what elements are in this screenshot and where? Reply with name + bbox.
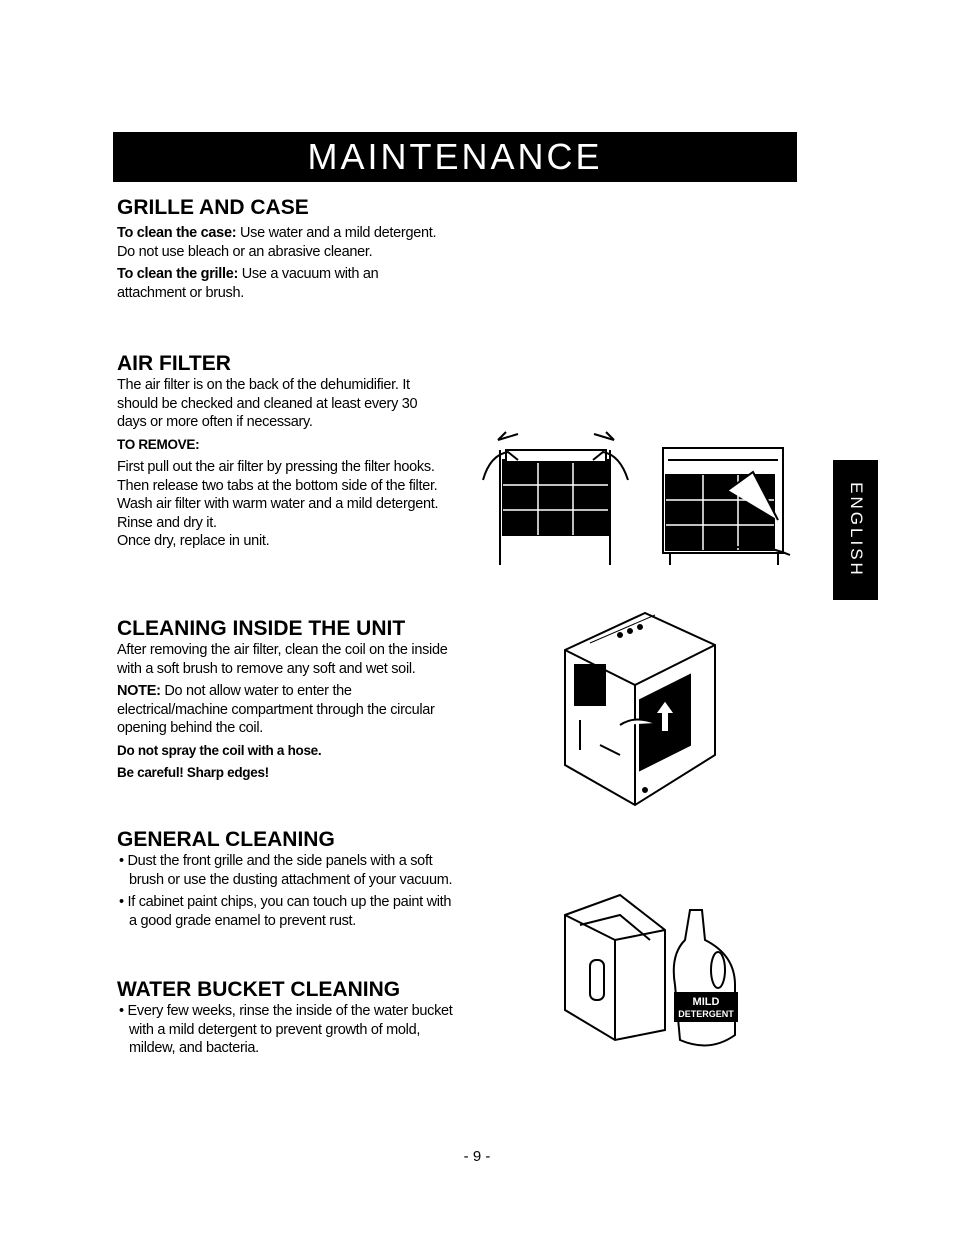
language-tab-label: ENGLISH xyxy=(846,482,866,578)
language-tab xyxy=(833,460,878,600)
inline-label: To clean the case: xyxy=(117,225,237,241)
warning-text: Do not spray the coil with a hose. xyxy=(117,742,322,758)
paragraph xyxy=(117,682,452,738)
list-item: • Every few weeks, rinse the inside of the water bucket with a mild detergent to prevent growth of mold, mildew, and bacteria. xyxy=(119,1003,453,1056)
page-number: - 9 - xyxy=(463,1148,491,1165)
section-heading: CLEANING INSIDE THE UNIT xyxy=(117,617,406,640)
section-heading: WATER BUCKET CLEANING xyxy=(117,978,401,1001)
coil-cleaning-illustration xyxy=(560,605,720,810)
list-item: • If cabinet paint chips, you can touch up the paint with a good grade enamel to prevent rust. xyxy=(119,894,452,929)
paragraph: The air filter is on the back of the dehumidifier. It should be checked and cleaned at least every 30 days or more often if necessary. xyxy=(117,377,418,430)
bottle-label-line1: MILD xyxy=(692,996,720,1008)
section-grille-and-case xyxy=(117,196,467,306)
inline-text: Do not allow water to enter the electrical/machine compartment through the circular opening behind the coil. xyxy=(117,683,435,736)
page-title: MAINTENANCE xyxy=(113,132,797,182)
section-cleaning-inside xyxy=(117,617,452,787)
inline-label: To clean the grille: xyxy=(117,266,239,282)
paragraph: After removing the air filter, clean the coil on the inside with a soft brush to remove any soft and wet soil. xyxy=(117,642,448,677)
paragraph: Once dry, replace in unit. xyxy=(117,533,270,549)
inline-text: Use a vacuum with an attachment or brush. xyxy=(117,266,379,301)
paragraph: Wash air filter with warm water and a mild detergent. Rinse and dry it. xyxy=(117,496,439,531)
paragraph: First pull out the air filter by pressing the filter hooks. Then release two tabs at the bottom side of the filter. xyxy=(117,459,438,494)
section-air-filter xyxy=(117,352,447,555)
inline-label: NOTE: xyxy=(117,683,161,699)
bucket-detergent-illustration xyxy=(560,885,745,1055)
section-general-cleaning xyxy=(117,828,462,934)
warning-text: Be careful! Sharp edges! xyxy=(117,765,269,780)
sub-heading: TO REMOVE: xyxy=(117,436,200,452)
section-heading: GRILLE AND CASE xyxy=(117,196,309,219)
paragraph xyxy=(117,265,437,302)
section-heading: AIR FILTER xyxy=(117,352,231,375)
inline-text: Use water and a mild detergent. Do not use bleach or an abrasive cleaner. xyxy=(117,225,437,260)
paragraph xyxy=(117,224,437,261)
section-heading: GENERAL CLEANING xyxy=(117,828,335,851)
section-water-bucket xyxy=(117,978,462,1062)
bottle-label-line2: DETERGENT xyxy=(678,1009,734,1019)
list-item: • Dust the front grille and the side panels with a soft brush or use the dusting attachment of your vacuum. xyxy=(119,853,453,888)
filter-removal-illustration xyxy=(478,420,798,570)
